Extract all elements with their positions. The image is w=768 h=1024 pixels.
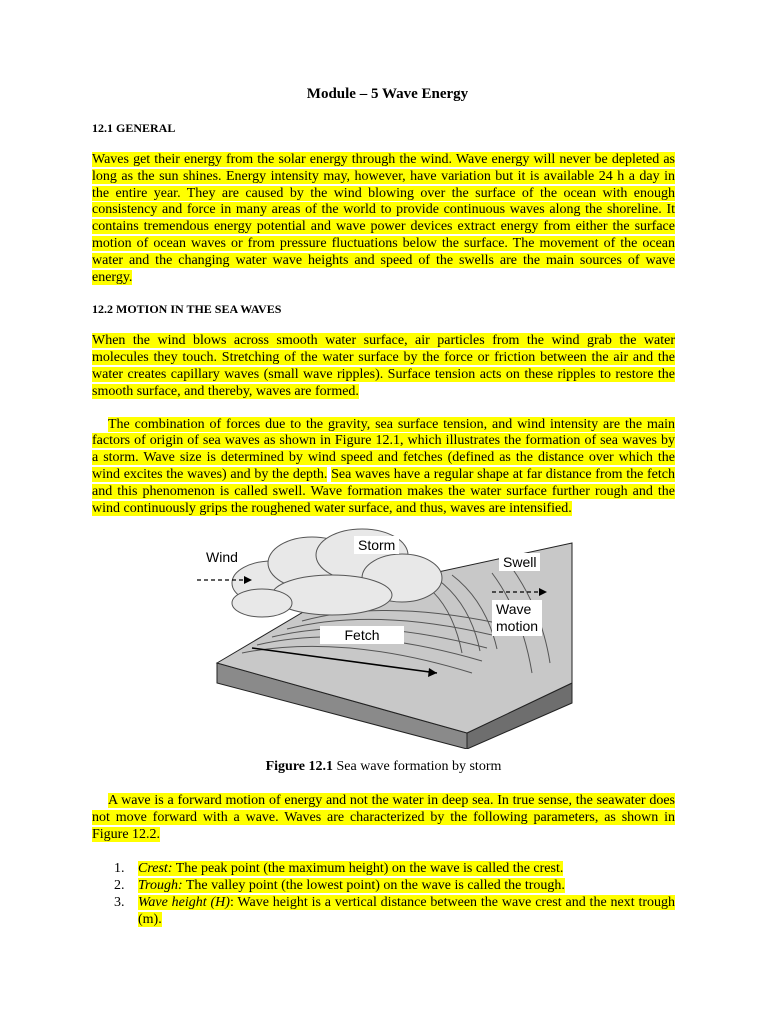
list-item-term: Crest: xyxy=(138,860,173,876)
figure-caption-text: Sea wave formation by storm xyxy=(333,759,502,775)
list-item-text: The valley point (the lowest point) on the wave is called the trough. xyxy=(182,877,565,893)
figure-label-fetch: Fetch xyxy=(320,626,404,644)
figure-label-wind: Wind xyxy=(202,548,242,566)
figure-label-wave-motion-line1: Wave xyxy=(496,601,532,618)
highlighted-text: Sea waves have a regular shape at far distance from the fetch and this phenomenon is called swell. Wave formation makes the water surface further rough and the wind continuously grips the roughened water surface, and thus, waves are intensified. xyxy=(92,466,675,516)
figure-label-storm: Storm xyxy=(354,536,399,554)
section-heading-motion: 12.2 MOTION IN THE SEA WAVES xyxy=(92,302,282,317)
list-item-term: Wave height (H) xyxy=(138,894,230,910)
paragraph-wave-definition xyxy=(92,793,675,843)
section-heading-general: 12.1 GENERAL xyxy=(92,121,176,135)
paragraph-general xyxy=(92,152,675,286)
wave-parameters-list xyxy=(92,860,675,928)
paragraph-motion-2 xyxy=(92,417,675,518)
list-item-term: Trough: xyxy=(138,877,183,893)
figure-caption xyxy=(92,759,675,775)
document-page xyxy=(92,86,675,928)
page-title: Module – 5 Wave Energy xyxy=(306,86,469,102)
list-item xyxy=(92,860,675,877)
highlighted-text: The combination of forces due to the gravity, sea surface tension, and wind intensity are the main factors of origin of sea waves as shown in Figure 12.1, which illustrates the formation of sea waves by a storm. Wave size is determined by wind speed and fetches (defined as the distance over which the wind excites the waves) and by the depth. xyxy=(92,416,675,482)
list-item-text: The peak point (the maximum height) on the wave is called the crest. xyxy=(172,860,564,876)
highlighted-text: When the wind blows across smooth water surface, air particles from the wind grab the water molecules they touch. Stretching of the water surface by the force or friction between the air and the water creates capillary waves (small wave ripples). Surface tension acts on these ripples to restore the smooth surface, and thereby, waves are formed. xyxy=(92,333,675,399)
figure-label-swell: Swell xyxy=(499,553,540,571)
figure-label-wave-motion-line2: motion xyxy=(496,618,539,635)
highlighted-text: A wave is a forward motion of energy and not the water in deep sea. In true sense, the seawater does not move forward with a wave. Waves are characterized by the following parameters, as shown in Figure 12.2. xyxy=(92,793,675,842)
figure-label-wave-motion xyxy=(492,600,542,636)
list-item-number: 1. xyxy=(114,860,125,876)
figure-sea-wave-formation xyxy=(92,523,675,749)
list-item xyxy=(92,894,675,928)
list-item-number: 3. xyxy=(114,894,125,910)
list-item xyxy=(92,877,675,894)
paragraph-motion-1 xyxy=(92,333,675,400)
list-item-number: 2. xyxy=(114,877,125,893)
figure-caption-number: Figure 12.1 xyxy=(265,759,334,775)
highlighted-text: Waves get their energy from the solar energy through the wind. Wave energy will never be depleted as long as the sun shines. Energy intensity may, however, have variation but it is available 24 h a day in the entire year. They are caused by the wind blowing over the surface of the ocean with enough consistency and force in many areas of the world to provide continuous waves along the shoreline. It contains tremendous energy potential and wave power devices extract energy from either the surface motion of ocean waves or from pressure fluctuations below the surface. The movement of the ocean water and the changing water wave heights and speed of the swells are the main sources of wave energy. xyxy=(92,152,675,285)
list-item-text: : Wave height is a vertical distance between the wave crest and the next trough (m). xyxy=(138,894,676,927)
